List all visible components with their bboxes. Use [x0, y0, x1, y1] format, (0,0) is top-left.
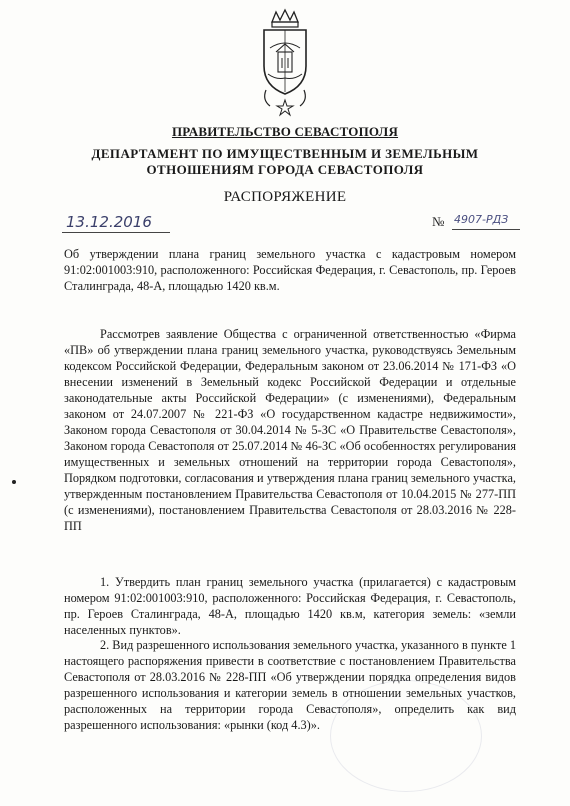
department-line-2: ОТНОШЕНИЯМ ГОРОДА СЕВАСТОПОЛЯ — [146, 162, 424, 177]
document-date: 13.12.2016 — [62, 213, 170, 233]
department-title — [70, 146, 500, 178]
government-title: ПРАВИТЕЛЬСТВО СЕВАСТОПОЛЯ — [171, 124, 399, 139]
item-1-paragraph: 1. Утвердить план границ земельного участка (прилагается) с кадастровым номером 91:02:001003:910, расположенного: Российская Федерация, г. Севастополь, пр. Героев Сталинграда, 48-А, площадью 1420 кв.м, категория земель: «земли населенных пунктов». — [64, 575, 516, 637]
department-line-1: ДЕПАРТАМЕНТ ПО ИМУЩЕСТВЕННЫМ И ЗЕМЕЛЬНЫМ — [91, 146, 479, 161]
document-type: РАСПОРЯЖЕНИЕ — [223, 189, 347, 205]
faint-stamp-mark — [330, 680, 482, 792]
item-2-paragraph: 2. Вид разрешенного использования земельного участка, указанного в пункте 1 настоящего распоряжения привести в соответствие с постановлением Правительства Севастополя от 28.03.2016 № 228-ПП «Об утверждении порядка определения видов разрешенного использования и категории земель в отношении земельных участков, расположенных на территории города Севастополя», определить как вид разрешенного использования: «рынки (код 4.3)». — [64, 638, 516, 732]
document-number: 4907-РДЗ — [452, 211, 520, 230]
sevastopol-coat-of-arms-icon — [252, 8, 318, 120]
document-subject: Об утверждении плана границ земельного участка с кадастровым номером 91:02:001003:910, расположенного: Российская Федерация, г. Севастополь, пр. Героев Сталинграда, 48-А, площадью 1420 кв.м. — [64, 247, 516, 293]
number-label: № — [432, 214, 445, 229]
punch-mark — [12, 480, 16, 484]
preamble-paragraph: Рассмотрев заявление Общества с ограниченной ответственностью «Фирма «ПВ» об утверждении плана границ земельного участка, руководствуясь Земельным кодексом Российской Федерации, Федеральным законом от 23.06.2014 № 171-ФЗ «О внесении изменений в Земельный кодекс Российской Федерации и отдельные законодательные акты Российской Федерации» (с изменениями), Федеральным законом от 24.07.2007 № 221-ФЗ «О государственном кадастре недвижимости», Законом города Севастополя от 30.04.2014 № 5-ЗС «О Правительстве Севастополя», Законом города Севастополя от 25.07.2014 № 46-ЗС «Об особенностях регулирования имущественных и земельных отношений на территории города Севастополя», Порядком подготовки, согласования и утверждения плана границ земельного участка, утвержденным постановлением Правительства Севастополя от 10.04.2015 № 277-ПП (с изменениями), постановлением Правительства Севастополя от 28.03.2016 № 228-ПП — [64, 327, 516, 533]
